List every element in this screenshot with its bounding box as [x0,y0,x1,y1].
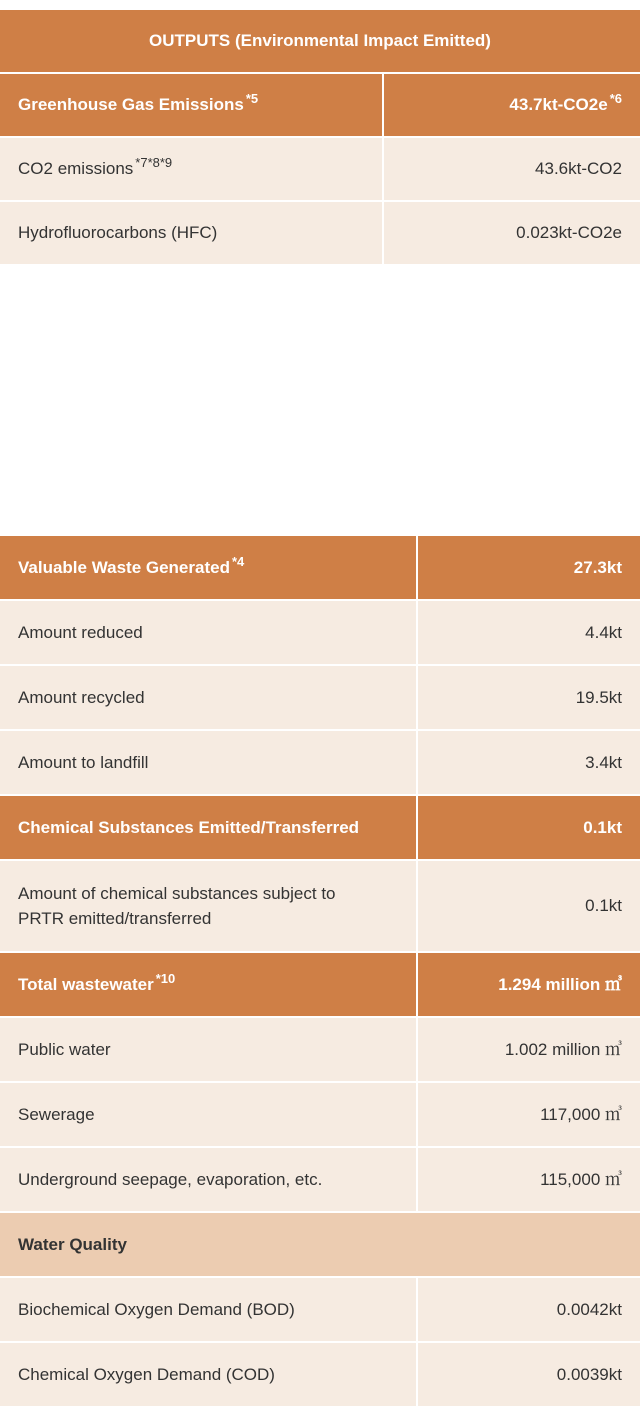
co2-label-note: *7*8*9 [135,155,173,171]
row-label: Amount to landfill [0,730,417,795]
ghg-label-cell [0,73,383,137]
table-row [0,730,640,795]
waste-value: 27.3kt [417,536,640,600]
prtr-label-line1: Amount of chemical substances subject to [18,883,336,903]
outputs-table-waste [0,536,640,1408]
waste-label-note: *4 [231,553,245,569]
ghg-header-row [0,73,640,137]
table-row [0,600,640,665]
row-label: Chemical Oxygen Demand (COD) [0,1342,417,1407]
co2-label-cell [0,137,383,201]
row-value: 0.0042kt [417,1277,640,1342]
waste-header-row [0,536,640,600]
wastewater-label-note: *10 [155,970,176,986]
row-label: Public water [0,1017,417,1082]
table-row [0,1017,640,1082]
wastewater-value: 1.294 million ㎥ [417,952,640,1017]
row-value: 115,000 ㎥ [417,1147,640,1212]
outputs-table-ghg [0,10,640,266]
table-row [0,665,640,730]
co2-value-prefix: 43.6kt-CO [535,159,613,179]
co2-label-sub: 2 [43,159,53,179]
row-label: Amount reduced [0,600,417,665]
row-value: 3.4kt [417,730,640,795]
hfc-value-sub: 2e [603,223,622,243]
row-label: Amount recycled [0,665,417,730]
prtr-label-line2: PRTR emitted/transferred [18,909,212,928]
outputs-title-row [0,10,640,73]
row-label: Biochemical Oxygen Demand (BOD) [0,1277,417,1342]
table-row [0,860,640,952]
table-row [0,1147,640,1212]
wastewater-label: Total wastewater [18,974,154,994]
chemical-label: Chemical Substances Emitted/Transferred [0,795,417,860]
co2-label-a: CO [18,159,44,179]
waste-label-cell [0,536,417,600]
ghg-label-note: *5 [245,91,259,107]
hfc-value-prefix: 0.023kt-CO [516,223,604,243]
co2-label-b: emissions [52,159,134,179]
row-value: 1.002 million ㎥ [417,1017,640,1082]
table-row [0,137,640,201]
table-row [0,1277,640,1342]
waste-label: Valuable Waste Generated [18,557,230,577]
wastewater-label-cell [0,952,417,1017]
row-value: 19.5kt [417,665,640,730]
row-value: 0.0039kt [417,1342,640,1407]
table-row [0,201,640,265]
ghg-value-sub: 2e [588,95,608,115]
chemical-header-row [0,795,640,860]
table-row [0,1342,640,1407]
co2-value-cell [383,137,640,201]
hfc-value-cell [383,201,640,265]
row-value: 0.1kt [417,860,640,952]
table-row [0,1082,640,1147]
ghg-value-prefix: 43.7kt-CO [509,95,589,115]
wastewater-header-row [0,952,640,1017]
hfc-label: Hydrofluorocarbons (HFC) [0,201,383,265]
chemical-value: 0.1kt [417,795,640,860]
row-label: Sewerage [0,1082,417,1147]
ghg-value-note: *6 [609,91,622,107]
prtr-label-cell [0,860,417,952]
row-value: 4.4kt [417,600,640,665]
water-quality-label: Water Quality [0,1212,640,1277]
water-quality-header-row [0,1212,640,1277]
outputs-title: OUTPUTS (Environmental Impact Emitted) [0,10,640,73]
row-label: Underground seepage, evaporation, etc. [0,1147,417,1212]
ghg-value-cell [383,73,640,137]
ghg-label: Greenhouse Gas Emissions [18,95,244,115]
row-value: 117,000 ㎥ [417,1082,640,1147]
co2-value-sub: 2 [612,159,622,179]
